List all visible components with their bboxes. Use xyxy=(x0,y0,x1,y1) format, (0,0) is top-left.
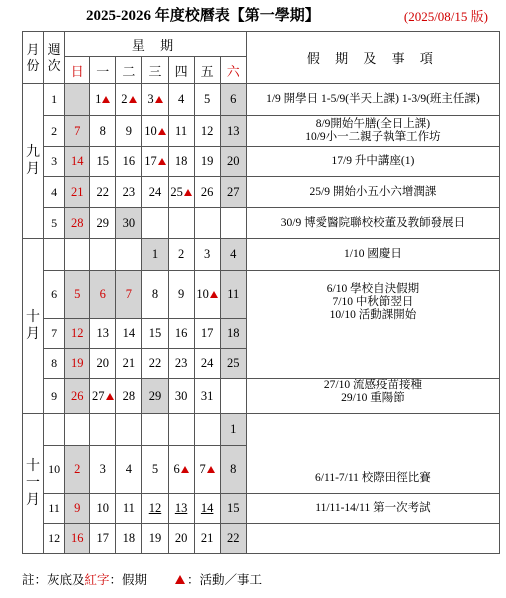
legend-prefix: 註：灰底及 xyxy=(22,572,85,587)
day-cell-sat xyxy=(220,271,246,319)
day-cell-wed xyxy=(142,379,168,414)
activity-triangle-icon xyxy=(207,466,215,473)
week-number: 7 xyxy=(44,319,65,349)
activity-triangle-icon xyxy=(184,189,192,196)
day-cell-sun xyxy=(65,319,90,349)
day-number: 11 xyxy=(227,287,240,301)
header-events: 假 期 及 事 項 xyxy=(246,32,499,84)
header-week: 週 次 xyxy=(44,32,65,84)
day-number: 10 xyxy=(96,501,110,515)
calendar-week-row xyxy=(23,116,500,147)
day-cell-mon xyxy=(90,524,116,554)
day-number: 3 xyxy=(204,247,211,261)
day-number: 25 xyxy=(170,184,183,199)
day-cell-sat xyxy=(220,147,246,177)
event-line: 6/10 學校自決假期 xyxy=(326,283,420,295)
day-number: 12 xyxy=(70,326,84,340)
day-cell-fri xyxy=(194,239,220,271)
day-number: 21 xyxy=(70,184,84,199)
day-number: 18 xyxy=(122,531,136,545)
day-number: 5 xyxy=(74,287,81,301)
day-number: 14 xyxy=(200,501,214,515)
calendar-week-row xyxy=(23,177,500,208)
activity-triangle-icon xyxy=(155,96,163,103)
day-number: 9 xyxy=(177,287,185,301)
day-cell-mon xyxy=(90,147,116,177)
day-number: 16 xyxy=(174,326,188,340)
day-number: 8 xyxy=(99,123,106,138)
day-number: 1 xyxy=(230,422,237,436)
calendar-week-row xyxy=(23,147,500,177)
events-cell xyxy=(246,116,499,147)
day-number: 25 xyxy=(227,356,240,370)
day-cell-sun xyxy=(65,239,90,271)
day-cell-fri xyxy=(194,208,220,239)
day-number: 4 xyxy=(177,92,185,106)
day-number: 20 xyxy=(96,356,110,370)
events-cell xyxy=(246,414,499,494)
day-cell-sun xyxy=(65,116,90,147)
week-number: 1 xyxy=(44,84,65,116)
day-number: 2 xyxy=(121,92,128,106)
event-line: 8/9開始午膳(全日上課) xyxy=(315,118,431,130)
day-number: 8 xyxy=(151,287,159,301)
day-cell-mon xyxy=(90,319,116,349)
day-cell-fri xyxy=(194,147,220,177)
day-number: 12 xyxy=(148,501,162,515)
day-cell-sat xyxy=(220,208,246,239)
day-cell-tue xyxy=(116,208,142,239)
day-cell-sat xyxy=(220,379,246,414)
day-cell-mon xyxy=(90,379,116,414)
day-cell-tue xyxy=(116,116,142,147)
day-cell-tue xyxy=(116,446,142,494)
week-number: 11 xyxy=(44,494,65,524)
day-cell-sun xyxy=(65,446,90,494)
day-number: 24 xyxy=(200,356,214,370)
day-cell-fri xyxy=(194,271,220,319)
day-number: 5 xyxy=(151,462,159,476)
day-cell-sun xyxy=(65,147,90,177)
month-label: 九 月 xyxy=(23,84,44,239)
week-number: 5 xyxy=(44,208,65,239)
day-number: 11 xyxy=(122,501,135,515)
day-cell-sun xyxy=(65,349,90,379)
day-number: 18 xyxy=(227,326,240,340)
day-cell-tue xyxy=(116,524,142,554)
activity-triangle-icon xyxy=(106,393,114,400)
activity-triangle-icon xyxy=(102,96,110,103)
legend-holiday: ：假期 xyxy=(109,572,148,587)
day-number: 2 xyxy=(177,247,185,261)
day-number: 21 xyxy=(122,356,136,370)
event-line: 29/10 重陽節 xyxy=(341,392,405,404)
header-day-sun: 日 xyxy=(65,57,90,84)
week-number: 6 xyxy=(44,271,65,319)
day-number: 14 xyxy=(70,154,84,168)
header-month: 月 份 xyxy=(23,32,44,84)
activity-triangle-icon xyxy=(210,291,218,298)
day-cell-thu xyxy=(168,84,194,116)
day-number: 14 xyxy=(122,326,136,340)
calendar-week-row xyxy=(23,379,500,414)
day-number: 28 xyxy=(122,388,136,403)
title-row xyxy=(0,4,506,28)
events-cell xyxy=(246,239,499,271)
day-cell-fri xyxy=(194,349,220,379)
day-number: 15 xyxy=(96,154,110,168)
day-cell-thu xyxy=(168,319,194,349)
day-cell-thu xyxy=(168,177,194,208)
event-line: 1/9 開學日 1-5/9(半天上課) 1-3/9(班主任課) xyxy=(266,93,480,105)
day-cell-thu xyxy=(168,239,194,271)
day-number: 8 xyxy=(230,462,237,476)
events-cell xyxy=(246,147,499,177)
day-number: 23 xyxy=(174,356,188,370)
day-number: 5 xyxy=(204,92,211,106)
day-number: 19 xyxy=(148,531,162,545)
day-cell-fri xyxy=(194,379,220,414)
day-number: 4 xyxy=(230,247,237,261)
day-cell-sat xyxy=(220,239,246,271)
activity-triangle-icon xyxy=(181,466,189,473)
event-line: 10/9小一二親子執筆工作坊 xyxy=(305,131,441,143)
day-cell-sat xyxy=(220,414,246,446)
day-number: 9 xyxy=(125,123,133,138)
calendar-week-row xyxy=(23,494,500,524)
day-number: 7 xyxy=(74,123,81,138)
day-number: 2 xyxy=(74,462,81,476)
day-cell-sun xyxy=(65,414,90,446)
day-cell-tue xyxy=(116,271,142,319)
day-number: 17 xyxy=(96,531,110,545)
day-cell-tue xyxy=(116,349,142,379)
day-number: 7 xyxy=(125,287,133,301)
day-number: 1 xyxy=(95,92,102,106)
day-number: 3 xyxy=(147,92,154,106)
week-number: 10 xyxy=(44,446,65,494)
day-number: 22 xyxy=(148,356,162,370)
header-day-mon: 一 xyxy=(90,57,116,84)
day-cell-thu xyxy=(168,208,194,239)
day-number: 24 xyxy=(148,184,162,199)
week-number: 8 xyxy=(44,349,65,379)
day-cell-sun xyxy=(65,524,90,554)
day-number: 27 xyxy=(227,184,240,199)
day-cell-sat xyxy=(220,116,246,147)
event-line: 25/9 開始小五小六增潤課 xyxy=(309,185,437,198)
day-cell-mon xyxy=(90,446,116,494)
event-line: 30/9 博愛醫院聯校校董及教師發展日 xyxy=(280,216,466,229)
day-cell-mon xyxy=(90,116,116,147)
day-number: 31 xyxy=(200,388,214,403)
events-cell xyxy=(246,177,499,208)
day-number: 13 xyxy=(96,326,110,340)
day-cell-fri xyxy=(194,446,220,494)
day-cell-sat xyxy=(220,319,246,349)
events-cell xyxy=(246,379,499,414)
day-number: 23 xyxy=(122,184,136,199)
page-title: 2025-2026 年度校曆表【第一學期】 xyxy=(86,8,320,24)
day-number: 18 xyxy=(174,154,188,168)
day-number: 13 xyxy=(174,501,188,515)
day-number: 4 xyxy=(125,462,133,476)
week-number: 4 xyxy=(44,177,65,208)
day-cell-wed xyxy=(142,494,168,524)
day-cell-tue xyxy=(116,239,142,271)
day-cell-sat xyxy=(220,446,246,494)
header-day-tue: 二 xyxy=(116,57,142,84)
day-number: 22 xyxy=(227,531,240,545)
events-cell xyxy=(246,208,499,239)
day-cell-thu xyxy=(168,414,194,446)
day-cell-wed xyxy=(142,239,168,271)
day-cell-mon xyxy=(90,208,116,239)
day-cell-wed xyxy=(142,271,168,319)
activity-triangle-icon xyxy=(175,575,185,584)
day-cell-wed xyxy=(142,349,168,379)
event-line: 6/11-7/11 校際田徑比賽 xyxy=(315,472,431,484)
version-label: (2025/08/15 版) xyxy=(403,9,488,24)
week-number: 3 xyxy=(44,147,65,177)
day-number: 21 xyxy=(200,531,214,545)
day-cell-mon xyxy=(90,349,116,379)
month-label: 十 一 月 xyxy=(23,414,44,554)
events-cell xyxy=(246,271,499,379)
day-number: 1 xyxy=(151,247,159,261)
calendar-table xyxy=(22,31,500,554)
header-day-wed: 三 xyxy=(142,57,168,84)
header-day-sat: 六 xyxy=(220,57,246,84)
day-number: 29 xyxy=(148,388,162,403)
week-number xyxy=(44,414,65,446)
day-number: 16 xyxy=(122,154,136,168)
day-cell-mon xyxy=(90,239,116,271)
day-number: 20 xyxy=(174,531,188,545)
day-number: 17 xyxy=(144,154,157,168)
day-cell-fri xyxy=(194,524,220,554)
day-cell-fri xyxy=(194,116,220,147)
header-day-thu: 四 xyxy=(168,57,194,84)
day-cell-thu xyxy=(168,349,194,379)
day-cell-thu xyxy=(168,147,194,177)
day-cell-mon xyxy=(90,494,116,524)
day-cell-fri xyxy=(194,319,220,349)
day-cell-tue xyxy=(116,319,142,349)
day-cell-sat xyxy=(220,84,246,116)
day-cell-tue xyxy=(116,147,142,177)
activity-triangle-icon xyxy=(158,158,166,165)
day-cell-thu xyxy=(168,379,194,414)
day-number: 28 xyxy=(70,215,84,230)
day-number: 11 xyxy=(175,123,188,138)
day-number: 22 xyxy=(96,184,110,199)
events-cell xyxy=(246,494,499,524)
header-day-fri: 五 xyxy=(194,57,220,84)
day-cell-tue xyxy=(116,84,142,116)
day-number: 26 xyxy=(70,388,84,403)
day-cell-mon xyxy=(90,84,116,116)
day-number: 9 xyxy=(74,501,81,515)
legend-red-word: 紅字 xyxy=(84,572,110,587)
week-number: 2 xyxy=(44,116,65,147)
day-cell-thu xyxy=(168,494,194,524)
day-cell-wed xyxy=(142,319,168,349)
day-cell-wed xyxy=(142,116,168,147)
day-cell-sat xyxy=(220,177,246,208)
day-cell-sun xyxy=(65,84,90,116)
day-number: 6 xyxy=(99,287,106,301)
day-cell-fri xyxy=(194,414,220,446)
month-label: 十 月 xyxy=(23,239,44,414)
day-cell-mon xyxy=(90,177,116,208)
event-line: 10/10 活動課開始 xyxy=(329,309,417,321)
day-cell-fri xyxy=(194,177,220,208)
calendar-week-row xyxy=(23,208,500,239)
activity-triangle-icon xyxy=(158,128,166,135)
day-cell-sun xyxy=(65,379,90,414)
day-number: 12 xyxy=(200,123,214,138)
calendar-week-row xyxy=(23,271,500,319)
week-number: 12 xyxy=(44,524,65,554)
day-number: 17 xyxy=(200,326,214,340)
week-number xyxy=(44,239,65,271)
event-line: 27/10 流感疫苗接種 xyxy=(323,379,422,391)
day-number: 15 xyxy=(227,501,240,515)
day-cell-mon xyxy=(90,414,116,446)
day-number: 3 xyxy=(99,462,106,476)
event-line: 11/11-14/11 第一次考試 xyxy=(315,502,431,514)
day-cell-wed xyxy=(142,177,168,208)
day-cell-tue xyxy=(116,414,142,446)
day-cell-sat xyxy=(220,349,246,379)
calendar-week-row xyxy=(23,524,500,554)
day-cell-fri xyxy=(194,494,220,524)
week-number: 9 xyxy=(44,379,65,414)
day-number: 6 xyxy=(230,92,237,106)
legend-note xyxy=(22,570,262,588)
day-number: 15 xyxy=(148,326,162,340)
day-cell-thu xyxy=(168,524,194,554)
calendar-week-row xyxy=(23,414,500,446)
day-cell-sun xyxy=(65,177,90,208)
day-number: 29 xyxy=(96,215,110,230)
day-cell-fri xyxy=(194,84,220,116)
event-line: 17/9 升中講座(1) xyxy=(331,155,415,167)
day-number: 10 xyxy=(144,123,157,138)
day-cell-thu xyxy=(168,116,194,147)
day-cell-wed xyxy=(142,147,168,177)
legend-activity: ：活動／事工 xyxy=(187,572,263,587)
events-cell xyxy=(246,524,499,554)
header-weekday-group: 星 期 xyxy=(65,32,247,57)
day-cell-tue xyxy=(116,379,142,414)
calendar-week-row xyxy=(23,239,500,271)
day-number: 26 xyxy=(200,184,214,199)
day-number: 30 xyxy=(174,388,188,403)
day-number: 6 xyxy=(173,462,180,476)
day-number: 16 xyxy=(70,531,84,545)
event-line: 1/10 國慶日 xyxy=(344,248,402,260)
day-cell-thu xyxy=(168,446,194,494)
day-cell-sun xyxy=(65,271,90,319)
day-number: 10 xyxy=(196,287,209,301)
day-cell-tue xyxy=(116,494,142,524)
day-number: 30 xyxy=(122,215,136,230)
day-cell-sun xyxy=(65,494,90,524)
day-cell-wed xyxy=(142,524,168,554)
day-cell-tue xyxy=(116,177,142,208)
day-number: 19 xyxy=(70,356,84,370)
activity-triangle-icon xyxy=(129,96,137,103)
day-cell-wed xyxy=(142,446,168,494)
day-cell-wed xyxy=(142,414,168,446)
day-number: 19 xyxy=(200,154,214,168)
day-number: 7 xyxy=(199,462,206,476)
day-cell-thu xyxy=(168,271,194,319)
day-cell-wed xyxy=(142,84,168,116)
events-cell xyxy=(246,84,499,116)
day-cell-sat xyxy=(220,494,246,524)
event-line: 7/10 中秋節翌日 xyxy=(332,296,414,308)
day-number: 13 xyxy=(227,123,240,138)
day-number: 27 xyxy=(92,388,105,403)
calendar-week-row xyxy=(23,84,500,116)
day-cell-sat xyxy=(220,524,246,554)
day-number: 20 xyxy=(227,154,240,168)
day-cell-wed xyxy=(142,208,168,239)
day-cell-mon xyxy=(90,271,116,319)
day-cell-sun xyxy=(65,208,90,239)
